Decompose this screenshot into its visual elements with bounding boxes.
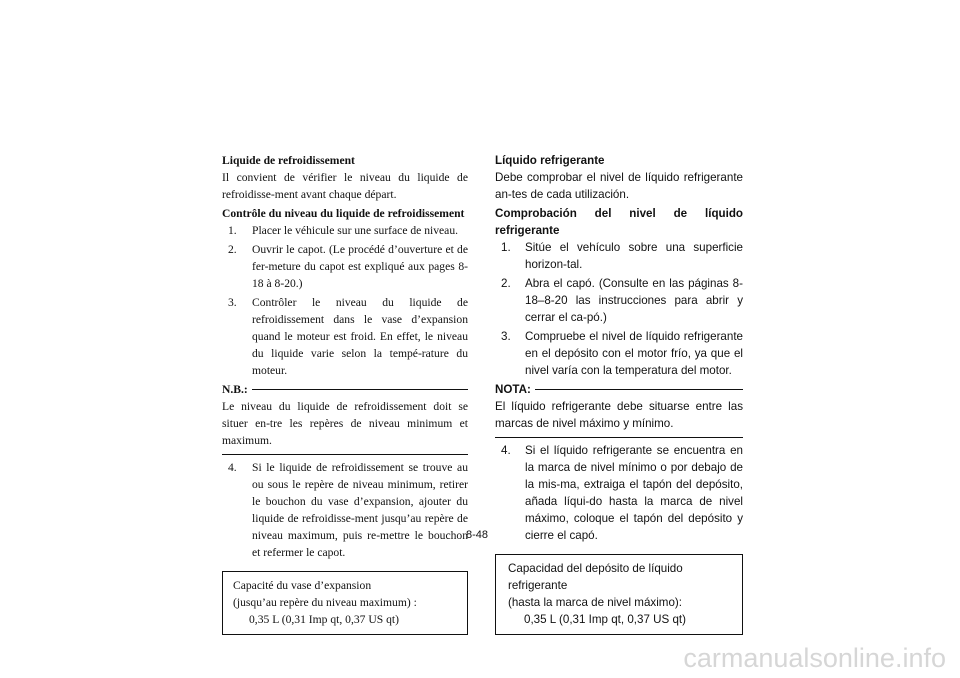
- spanish-column: [495, 152, 743, 635]
- french-subtitle: Contrôle du niveau du liquide de refroidissement: [222, 207, 465, 220]
- spanish-steps: [495, 239, 743, 379]
- divider: [252, 389, 468, 390]
- list-item: 3. Contrôler le niveau du liquide de refroidissement dans le vase d’expansion quand le moteur est froid. En effet, le niveau du liquide varie selon la tempé-rature du moteur.: [228, 296, 468, 377]
- spanish-note-header: [495, 381, 743, 398]
- french-intro: Il convient de vérifier le niveau du liquide de refroidisse-ment avant chaque départ.: [222, 171, 468, 201]
- french-capacity-label: Capacité du vase d’expansion: [233, 579, 372, 592]
- spanish-capacity-label: Capacidad del depósito de líquido refrigerante: [508, 562, 683, 592]
- list-item: 2. Abra el capó. (Consulte en las páginas 8-18–8-20 las instrucciones para abrir y cerrar el ca-pó.): [501, 277, 743, 324]
- french-capacity-condition: (jusqu’au repère du niveau maximum) :: [233, 596, 417, 609]
- list-item: 1. Sitúe el vehículo sobre una superficie horizon-tal.: [501, 241, 743, 271]
- list-item: 1. Placer le véhicule sur une surface de niveau.: [228, 224, 459, 237]
- list-item: 4. Si le liquide de refroidissement se trouve au ou sous le repère de niveau minimum, retirer le bouchon du vase d’expansion, ajouter du liquide de refroidisse-ment jusqu’au repère de niveau maximum, puis re-mettre le bouchon et refermer le capot.: [228, 461, 468, 559]
- spanish-title: Líquido refrigerante: [495, 154, 605, 167]
- spanish-intro: Debe comprobar el nivel de líquido refrigerante an-tes de cada utilización.: [495, 171, 743, 201]
- divider: [495, 437, 743, 438]
- page-number: 8-48: [466, 529, 489, 541]
- spanish-note-text: El líquido refrigerante debe situarse entre las marcas de nivel máximo y mínimo.: [495, 400, 743, 430]
- divider: [222, 454, 468, 455]
- french-capacity-box: [222, 571, 468, 635]
- french-steps: [222, 222, 468, 379]
- spanish-capacity-value: 0,35 L (0,31 Imp qt, 0,37 US qt): [524, 613, 686, 626]
- french-capacity-value: 0,35 L (0,31 Imp qt, 0,37 US qt): [249, 613, 399, 626]
- french-column: [222, 152, 468, 635]
- french-step-4: [222, 459, 468, 561]
- spanish-capacity-box: [495, 554, 743, 635]
- list-item: 2. Ouvrir le capot. (Le procédé d’ouverture et de fer-meture du capot est expliqué aux pages 8-18 à 8-20.): [228, 243, 468, 290]
- list-item: 4. Si el líquido refrigerante se encuentra en la marca de nivel mínimo o por debajo de la mis-ma, extraiga el tapón del depósito, añada líqui-do hasta la marca de nivel máximo, coloque el tapón del depósito y cierre el capó.: [501, 444, 743, 542]
- french-note-header: [222, 381, 468, 398]
- french-note-label: N.B.:: [222, 383, 248, 396]
- spanish-subtitle: Comprobación del nivel de líquido refrigerante: [495, 207, 743, 237]
- list-item: 3. Compruebe el nivel de líquido refrigerante en el depósito con el motor frío, ya que el nivel varía con la temperatura del motor.: [501, 330, 743, 377]
- divider: [535, 389, 743, 390]
- spanish-capacity-condition: (hasta la marca de nivel máximo):: [508, 596, 682, 609]
- spanish-step-4: [495, 442, 743, 544]
- french-title: Liquide de refroidissement: [222, 154, 355, 167]
- french-note-text: Le niveau du liquide de refroidissement doit se situer en-tre les repères de niveau minimum et maximum.: [222, 400, 468, 447]
- spanish-note-label: NOTA:: [495, 383, 531, 396]
- watermark: carmanualsonline.info: [683, 643, 946, 673]
